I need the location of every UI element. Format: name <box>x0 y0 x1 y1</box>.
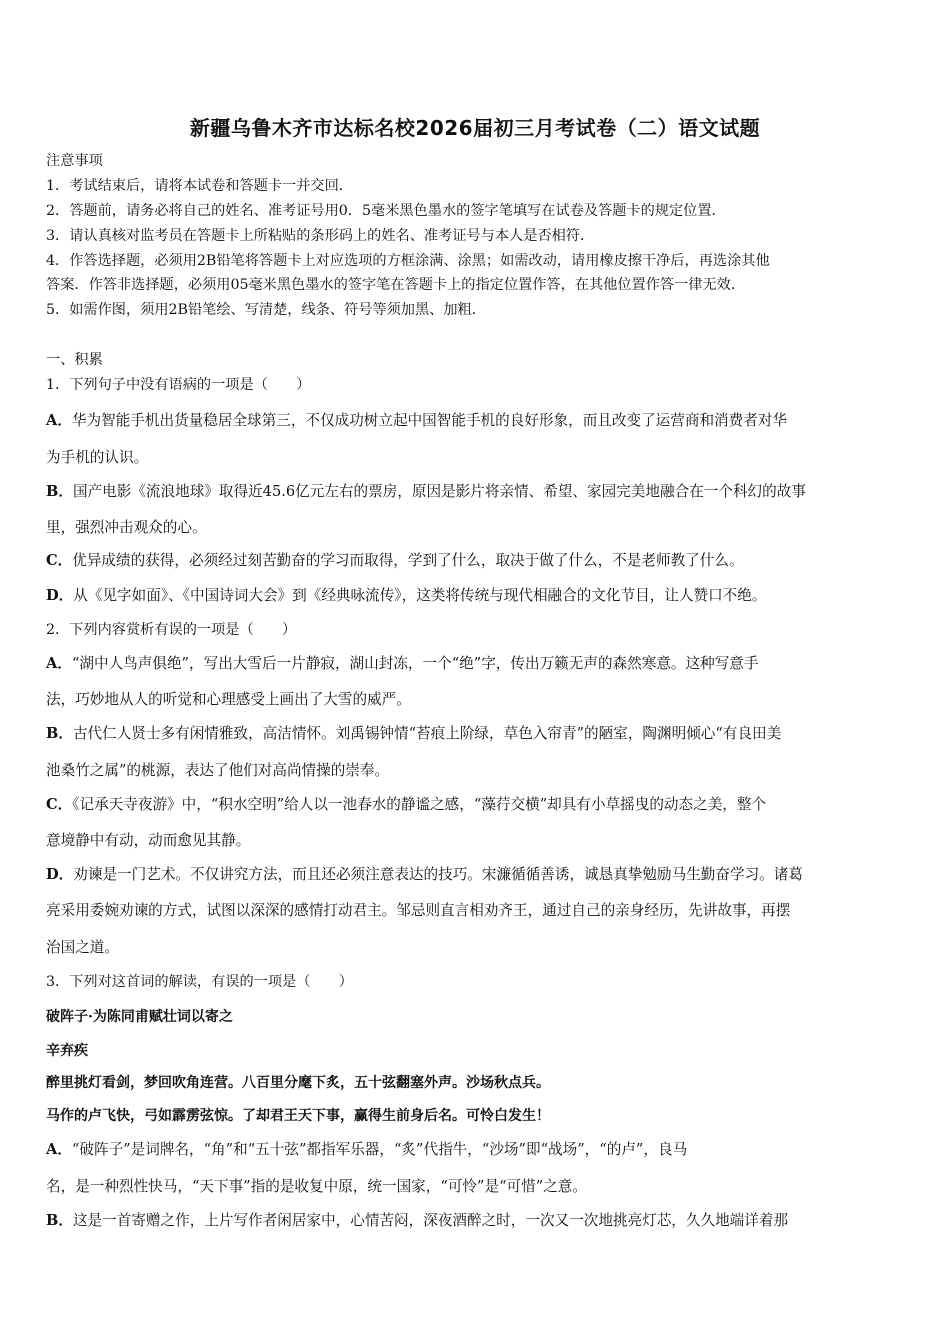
q1-option-a: A．华为智能手机出货量稳居全球第三，不仅成功树立起中国智能手机的良好形象，而且改变了运营商和消费者对华 <box>46 412 788 429</box>
q2-option-d: D．劝谏是一门艺术。不仅讲究方法，而且还必须注意表达的技巧。宋濂循循善诱，诚恳真挚勉励马生勤奋学习。诸葛 <box>46 866 803 883</box>
question-2-stem: 2．下列内容赏析有误的一项是（ ） <box>46 622 297 638</box>
q1-option-c: C．优异成绩的获得，必须经过刻苦勤奋的学习而取得，学到了什么，取决于做了什么，不是老师教了什么。 <box>46 552 744 569</box>
q2-option-a: A．“湖中人鸟声俱绝”，写出大雪后一片静寂，湖山封冻，一个“绝”字，传出万籁无声的森然寒意。这种写意手 <box>46 655 759 672</box>
poem-line-2: 马作的卢飞快，弓如霹雳弦惊。了却君王天下事，赢得生前身后名。可怜白发生！ <box>46 1108 550 1124</box>
q3-option-a-cont: 名，是一种烈性快马，“天下事”指的是收复中原，统一国家，“可怜”是“可惜”之意。 <box>46 1178 587 1195</box>
poem-title: 破阵子·为陈同甫赋壮词以寄之 <box>46 1009 233 1025</box>
option-letter: D． <box>46 866 74 883</box>
option-letter: A． <box>46 412 72 429</box>
option-letter: B． <box>46 1212 73 1229</box>
question-3-stem: 3．下列对这首词的解读，有误的一项是（ ） <box>46 974 353 990</box>
q1-option-a-cont: 为手机的认识。 <box>46 449 149 466</box>
option-letter: B． <box>46 725 73 742</box>
q1-option-d: D．从《见字如面》、《中国诗词大会》到《经典咏流传》，这类将传统与现代相融合的文化节目，让人赞口不绝。 <box>46 587 767 604</box>
option-letter: D． <box>46 587 74 604</box>
q2-option-c: C．《记承天寺夜游》中，“积水空明”给人以一池春水的静谧之感，“藻荇交横”却具有小草摇曳的动态之美，整个 <box>46 796 767 813</box>
question-1-stem: 1．下列句子中没有语病的一项是（ ） <box>46 377 311 393</box>
q3-option-b: B．这是一首寄赠之作，上片写作者闲居家中，心情苦闷，深夜酒醉之时，一次又一次地挑亮灯芯，久久地端详着那 <box>46 1212 789 1229</box>
note-line-3: 3．请认真核对监考员在答题卡上所粘贴的条形码上的姓名、准考证号与本人是否相符． <box>46 228 595 244</box>
option-letter: C． <box>46 796 73 813</box>
page-title: 新疆乌鲁木齐市达标名校2026届初三月考试卷（二）语文试题 <box>189 116 761 140</box>
note-line-1: 1．考试结束后，请将本试卷和答题卡一并交回． <box>46 178 353 194</box>
option-letter: A． <box>46 655 72 672</box>
q2-option-d-cont2: 治国之道。 <box>46 939 119 956</box>
q3-option-a: A．“破阵子”是词牌名，“角”和“五十弦”都指军乐器，“炙”代指牛，“沙场”即“战场”，“的卢”，良马 <box>46 1141 688 1158</box>
note-line-6: 5．如需作图，须用2B铅笔绘、写清楚，线条、符号等须加黑、加粗． <box>46 302 486 318</box>
option-letter: B． <box>46 483 73 500</box>
q1-option-b-cont: 里，强烈冲击观众的心。 <box>46 519 207 536</box>
q2-option-d-cont: 亮采用委婉劝谏的方式，试图以深深的感情打动君主。邹忌则直言相劝齐王，通过自己的亲身经历，先讲故事，再摆 <box>46 902 791 919</box>
notes-heading: 注意事项 <box>46 153 103 169</box>
option-letter: C． <box>46 552 73 569</box>
note-line-2: 2．答题前，请务必将自己的姓名、准考证号用0．5毫米黑色墨水的签字笔填写在试卷及答题卡的规定位置． <box>46 203 726 219</box>
note-line-4: 4．作答选择题，必须用2B铅笔将答题卡上对应选项的方框涂满、涂黑；如需改动，请用橡皮擦干净后，再选涂其他 <box>46 253 770 269</box>
q2-option-a-cont: 法，巧妙地从人的听觉和心理感受上画出了大雪的威严。 <box>46 691 411 708</box>
q2-option-c-cont: 意境静中有动，动而愈见其静。 <box>46 832 251 849</box>
section-heading: 一、积累 <box>46 352 103 368</box>
q1-option-b: B．国产电影《流浪地球》取得近45.6亿元左右的票房，原因是影片将亲情、希望、家园完美地融合在一个科幻的故事 <box>46 483 806 500</box>
q2-option-b: B．古代仁人贤士多有闲情雅致，高洁情怀。刘禹锡钟情“苔痕上阶绿，草色入帘青”的陋室，陶渊明倾心“有良田美 <box>46 725 782 742</box>
poem-line-1: 醉里挑灯看剑，梦回吹角连营。八百里分麾下炙，五十弦翻塞外声。沙场秋点兵。 <box>46 1075 550 1091</box>
poem-author: 辛弃疾 <box>46 1043 88 1059</box>
option-letter: A． <box>46 1141 72 1158</box>
q2-option-b-cont: 池桑竹之属”的桃源，表达了他们对高尚情操的崇奉。 <box>46 762 390 779</box>
note-line-5: 答案．作答非选择题，必须用05毫米黑色墨水的签字笔在答题卡上的指定位置作答，在其他位置作答一律无效． <box>46 277 746 293</box>
